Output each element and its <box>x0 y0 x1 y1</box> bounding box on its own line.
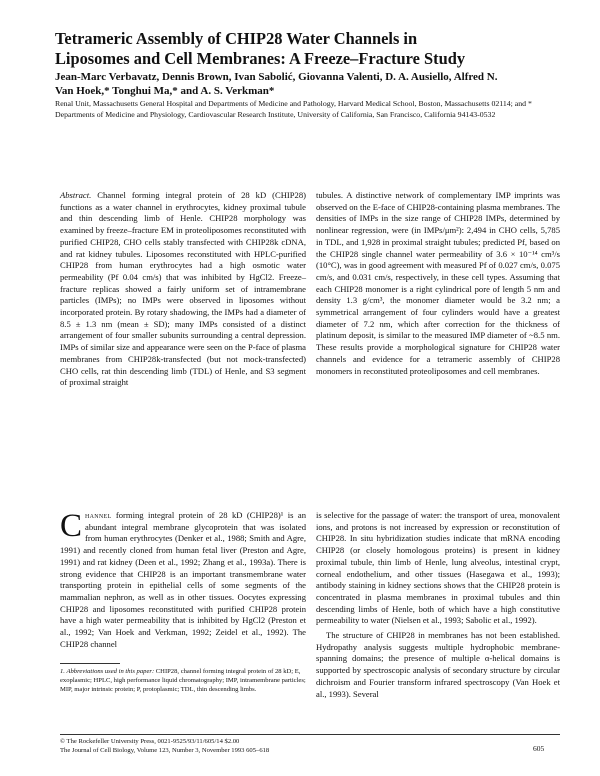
article-title: Tetrameric Assembly of CHIP28 Water Channels in Liposomes and Cell Membranes: A Freeze–Fracture Study <box>55 29 466 68</box>
abstract-label: Abstract. <box>60 190 92 200</box>
drop-cap: C <box>60 508 83 544</box>
footnote-rule <box>60 663 120 664</box>
footnote <box>60 667 306 694</box>
intro-paragraph-1: is selective for the passage of water: the transport of urea, monovalent ions, and protons is not increased by expression or reconstitution of CHIP28. In situ hybridization studies indicate that mRNA encoding CHIP28 (or closely homologous proteins) is present in kidney proximal tubule, thin limb of Henle, lung alveolus, intestinal crypt, corneal endothelium, and other tissues (Hasegawa et al., 1993); antibody staining in kidney sections shows that the CHIP28 protein is concentrated in plasma membranes in proximal tubules and thin descending limbs of Henle, both of which have a high constitutive permeability to water (Nielsen et al., 1993; Sabolic et al., 1992). <box>316 510 560 626</box>
intro-right-column <box>316 510 560 703</box>
abstract-text-left: Channel forming integral protein of 28 kD (CHIP28) functions as a water channel in erythrocytes, kidney proximal tubule and thin descending limb of Henle. CHIP28 morphology was examined by freeze–fracture EM in proteoliposomes reconstituted with purified CHIP28, CHO cells stably transfected with CHIP28k cDNA, and rat kidney tubules. Liposomes reconstituted with HPLC-purified CHIP28 from human erythrocytes had a high osmotic water permeability (Pf 0.04 cm/s) that was inhibited by HgCl2. Freeze–fracture replicas showed a fairly uniform set of intramembrane particles (IMPs); no IMPs were observed in liposomes without incorporated protein. By rotary shadowing, the IMPs had a diameter of 8.5 ± 1.3 nm (mean ± SD); many IMPs consisted of a distinct arrangement of four smaller subunits surrounding a central depression. IMPs of similar size and appearance were seen on the P-face of plasma membranes from CHIP28k-transfected (but not mock-transfected) CHO cells, rat thin descending limb (TDL) of Henle, and S3 segment of proximal straight <box>60 190 307 388</box>
copyright-block <box>60 737 520 755</box>
footer-rule <box>60 734 560 735</box>
abstract-left-column <box>60 190 306 389</box>
footnote-label: 1. Abbreviations used in this paper: <box>60 668 155 675</box>
intro-paragraph-2: The structure of CHIP28 in membranes has not been established. Hydropathy analysis suggests multiple hydrophobic membrane-spanning domains; the presence of multiple α-helical domains is supported by spectroscopic analysis of secondary structure by circular dichroism and Fourier transform infrared spectroscopy (Van Hoek et al., 1993). Several <box>316 630 560 699</box>
intro-smallcaps: hannel <box>85 510 112 520</box>
footnote-text: CHIP28, channel forming integral protein of 28 kD; E, exoplasmic; HPLC, high performance liquid chromatography; IMP, intramembrane particles; MIP, major intrinsic protein; P, protoplasmic; TDL, thin descending limbs. <box>60 668 306 693</box>
copyright-line-1: © The Rockefeller University Press, 0021-9525/93/11/605/14 $2.00 <box>60 738 240 745</box>
affiliation: Renal Unit, Massachusetts General Hospital and Departments of Medicine and Pathology, Harvard Medical School, Boston, Massachusetts 02114; and * Departments of Medicine and Physiology, Cardiovascular Research Institute, University of California, San Francisco, California 94143-0532 <box>55 99 532 119</box>
copyright-line-2: The Journal of Cell Biology, Volume 123, Number 3, November 1993 605–618 <box>60 747 270 754</box>
abstract-text-right: tubules. A distinctive network of complementary IMP imprints was observed on the E-face of CHIP28-containing plasma membranes. The densities of IMPs in the size range of CHIP28 IMPs, determined by nonlinear regression, were (in IMPs/μm²): 2,494 in CHO cells, 5,785 in TDL, and 1,928 in proximal straight tubules; predicted Pf, based on the CHIP28 single channel water permeability of 3.6 × 10⁻¹⁴ cm³/s (10°C), was in good agreement with measured Pf of 0.027 cm/s, 0.075 cm/s, and 0.031 cm/s, respectively, in these cell types. Assuming that each CHIP28 monomer is a right cylindrical pore of length 5 nm and density 1.3 g/cm³, the monomer diameter would be 3.2 nm; a symmetrical arrangement of four cylinders would have a greatest diameter of 7.2 nm, which after correction for the thickness of platinum deposit, is similar to the measured IMP diameter of ~8.5 nm. These results provide a morphological signature for CHIP28 water channels and evidence for a tetrameric assembly of CHIP28 monomers in reconstituted proteoliposomes and cell membranes. <box>316 190 560 376</box>
intro-left-column <box>60 510 306 650</box>
abstract-right-column <box>316 190 560 377</box>
page-number: 605 <box>533 744 545 753</box>
intro-text-left: forming integral protein of 28 kD (CHIP28)¹ is an abundant integral membrane glycoprotein that was isolated from human erythrocytes (Denker et al., 1988; Smith and Agre, 1991) and recently cloned from human fetal liver (Preston and Agre, 1991) and rat kidney (Deen et al., 1992; Zhang et al., 1993a). There is strong evidence that CHIP28 is an important transmembrane water transporting protein in epithelial cells of some segments of the mammalian nephron, as well as in other tissues. Oocytes expressing CHIP28 and liposomes reconstituted with purified CHIP28 protein have a high water permeability that is inhibited by HgCl2 (Preston et al., 1992; Van Hoek and Verkman, 1992; Zeidel et al., 1992). The CHIP28 channel <box>60 510 306 649</box>
author-list: Jean-Marc Verbavatz, Dennis Brown, Ivan Sabolić, Giovanna Valenti, D. A. Ausiello, Alfred N. Van Hoek,* Tonghui Ma,* and A. S. Verkman* <box>55 71 498 98</box>
